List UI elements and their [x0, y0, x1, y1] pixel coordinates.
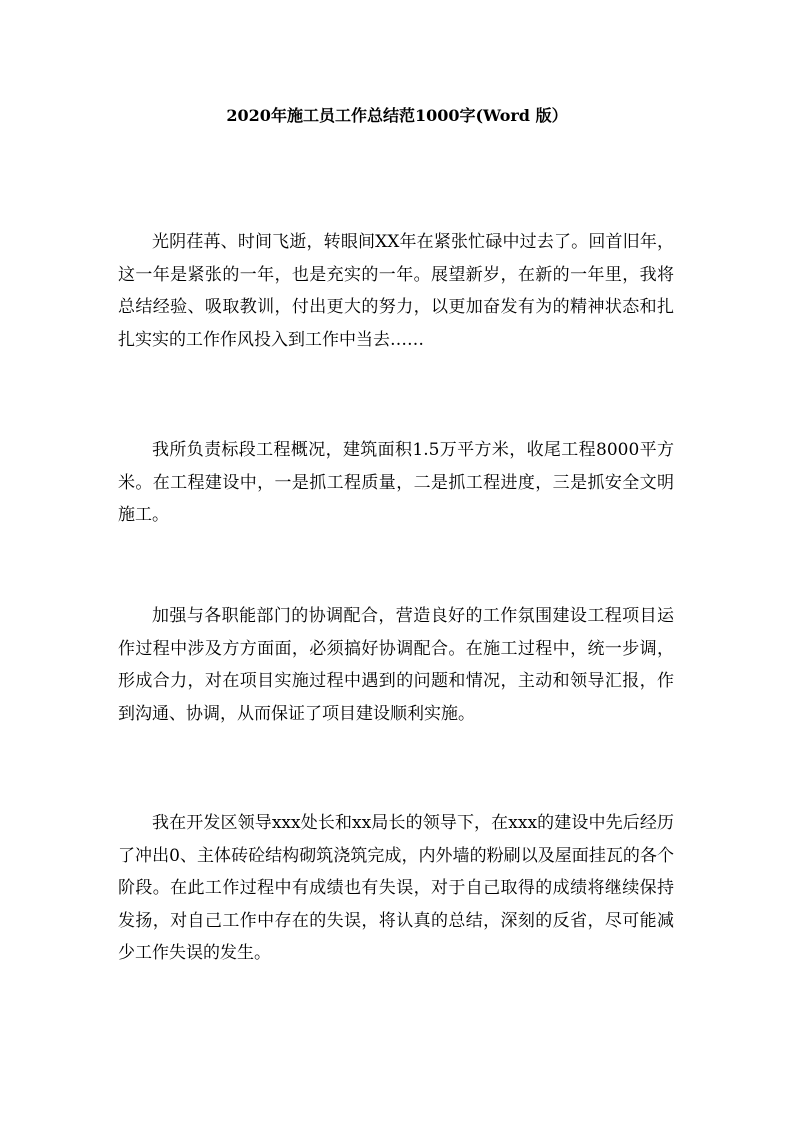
- paragraph-intro: 光阴荏苒、时间飞逝，转眼间XX年在紧张忙碌中过去了。回首旧年，这一年是紧张的一年，也是充实的一年。展望新岁，在新的一年里，我将总结经验、吸取教训，付出更大的努力，以更加奋发有为的精神状态和扎扎实实的工作作风投入到工作中当去……: [118, 232, 674, 350]
- document-title: 2020年施工员工作总结范1000字(Word 版）: [226, 106, 568, 125]
- paragraph-construction-stages: 我在开发区领导xxx处长和xx局长的领导下，在xxx的建设中先后经历了冲出0、主体砖砼结构砌筑浇筑完成，内外墙的粉刷以及屋面挂瓦的各个阶段。在此工作过程中有成绩也有失误，对于自己取得的成绩将继续保持发扬，对自己工作中存在的失误，将认真的总结，深刻的反省，尽可能减少工作失误的发生。: [118, 813, 674, 963]
- paragraph-coordination: 加强与各职能部门的协调配合，营造良好的工作氛围建设工程项目运作过程中涉及方方面面，必须搞好协调配合。在施工过程中，统一步调，形成合力，对在项目实施过程中遇到的问题和情况，主动和领导汇报，作到沟通、协调，从而保证了项目建设顺利实施。: [118, 606, 674, 724]
- paragraph-project-overview: 我所负责标段工程概况，建筑面积1.5万平方米，收尾工程8000平方米。在工程建设中，一是抓工程质量，二是抓工程进度，三是抓安全文明施工。: [118, 440, 674, 525]
